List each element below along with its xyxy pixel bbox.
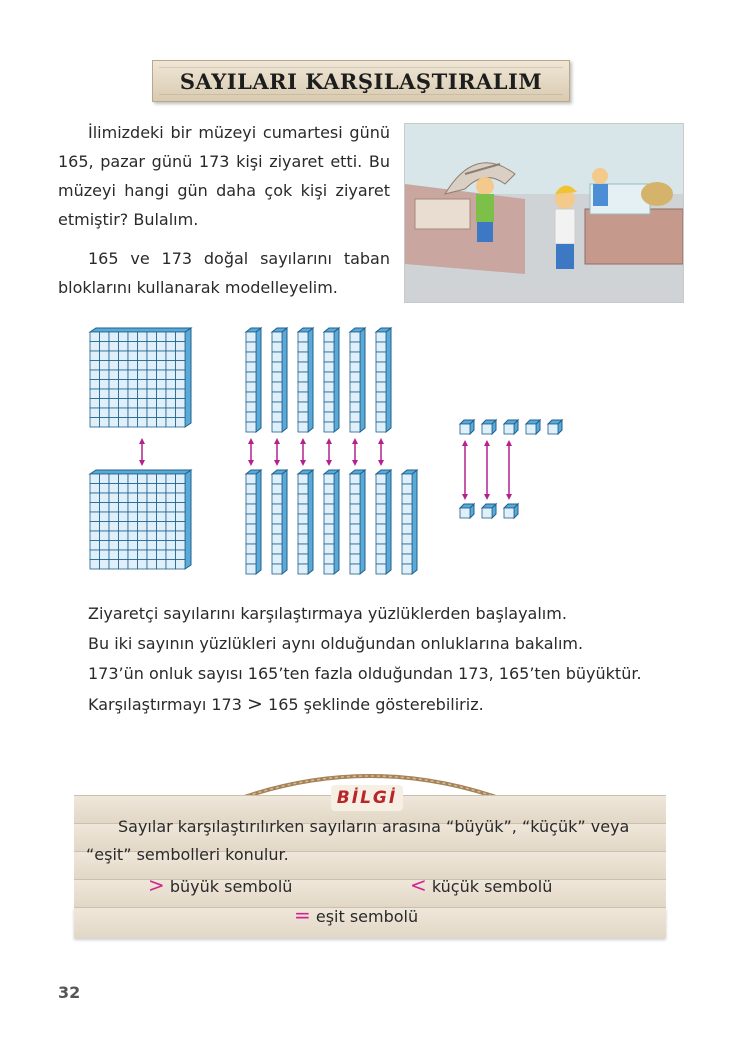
info-board <box>74 788 666 937</box>
blocks-diagram <box>80 322 600 582</box>
tens-rod <box>272 470 287 574</box>
arrow-head-down <box>248 460 254 466</box>
tens-rod <box>376 470 391 574</box>
info-label-plate <box>331 785 403 811</box>
tens-rod <box>298 470 313 574</box>
arrow-head-down <box>326 460 332 466</box>
base-ten-blocks-model <box>80 322 600 582</box>
tens-rod <box>350 328 365 432</box>
explanation-line-2: Bu iki sayının yüzlükleri aynı olduğundan onluklarına bakalım. <box>88 634 584 653</box>
greater-symbol-item <box>148 875 292 897</box>
greater-than-symbol: > <box>247 693 263 715</box>
tens-rod <box>402 470 417 574</box>
tens-rod <box>246 328 261 432</box>
arrow-head-up <box>352 438 358 444</box>
ones-cube <box>460 504 474 518</box>
ones-cube <box>482 504 496 518</box>
arrow-head-up <box>139 438 145 444</box>
less-symbol: < <box>410 873 427 897</box>
less-label: küçük sembolü <box>431 877 553 896</box>
ones-cube <box>504 420 518 434</box>
comparison-suffix: 165 şeklinde gösterebiliriz. <box>268 695 484 714</box>
arrow-head-up <box>506 440 512 446</box>
ones-cube <box>460 420 474 434</box>
arrow-head-down <box>484 494 490 500</box>
equal-label: eşit sembolü <box>315 907 419 926</box>
greater-symbol: > <box>148 873 165 897</box>
ones-cube <box>548 420 562 434</box>
tens-rod <box>246 470 261 574</box>
arrow-head-down <box>274 460 280 466</box>
tens-rod <box>324 328 339 432</box>
comparison-prefix: Karşılaştırmayı 173 <box>88 695 242 714</box>
equal-symbol: = <box>294 903 311 927</box>
explanation-line-1: Ziyaretçi sayılarını karşılaştırmaya yüzlüklerden başlayalım. <box>88 604 567 623</box>
arrow-head-down <box>139 460 145 466</box>
tens-rod <box>298 328 313 432</box>
arrow-head-down <box>462 494 468 500</box>
explanation-line-4 <box>88 694 484 715</box>
ones-cube <box>482 420 496 434</box>
info-line-2: “eşit” sembolleri konulur. <box>86 845 289 864</box>
tens-rod <box>272 328 287 432</box>
title-banner <box>152 60 570 102</box>
arrow-head-up <box>300 438 306 444</box>
arrow-head-down <box>378 460 384 466</box>
ones-cube <box>526 420 540 434</box>
museum-illustration <box>404 123 684 303</box>
arrow-head-down <box>300 460 306 466</box>
page-title: SAYILARI KARŞILAŞTIRALIM <box>179 68 543 94</box>
page-number: 32 <box>58 983 81 1002</box>
less-symbol-item <box>410 875 552 897</box>
greater-label: büyük sembolü <box>169 877 293 896</box>
arrow-head-up <box>248 438 254 444</box>
museum-scene-icon <box>405 124 683 302</box>
arrow-head-down <box>352 460 358 466</box>
info-line-1: Sayılar karşılaştırılırken sayıların arasına “büyük”, “küçük” veya <box>118 817 630 836</box>
tens-rod <box>376 328 391 432</box>
hundreds-flat <box>90 470 191 569</box>
arrow-head-up <box>462 440 468 446</box>
intro-paragraph-1: İlimizdeki bir müzeyi cumartesi günü 165, pazar günü 173 kişi ziyaret etti. Bu müzeyi hangi gün daha çok kişi ziyaret etmiştir? Bulalım. <box>58 123 390 229</box>
arrow-head-up <box>274 438 280 444</box>
equal-symbol-item <box>294 905 418 927</box>
tens-rod <box>350 470 365 574</box>
arrow-head-down <box>506 494 512 500</box>
tens-rod <box>324 470 339 574</box>
arrow-head-up <box>326 438 332 444</box>
arrow-head-up <box>484 440 490 446</box>
explanation-line-3: 173’ün onluk sayısı 165’ten fazla olduğundan 173, 165’ten büyüktür. <box>88 664 642 683</box>
arrow-head-up <box>378 438 384 444</box>
info-label: BİLGİ <box>336 788 398 808</box>
intro-paragraph-2: 165 ve 173 doğal sayılarını taban bloklarını kullanarak modelleyelim. <box>58 249 390 297</box>
hundreds-flat <box>90 328 191 427</box>
ones-cube <box>504 504 518 518</box>
